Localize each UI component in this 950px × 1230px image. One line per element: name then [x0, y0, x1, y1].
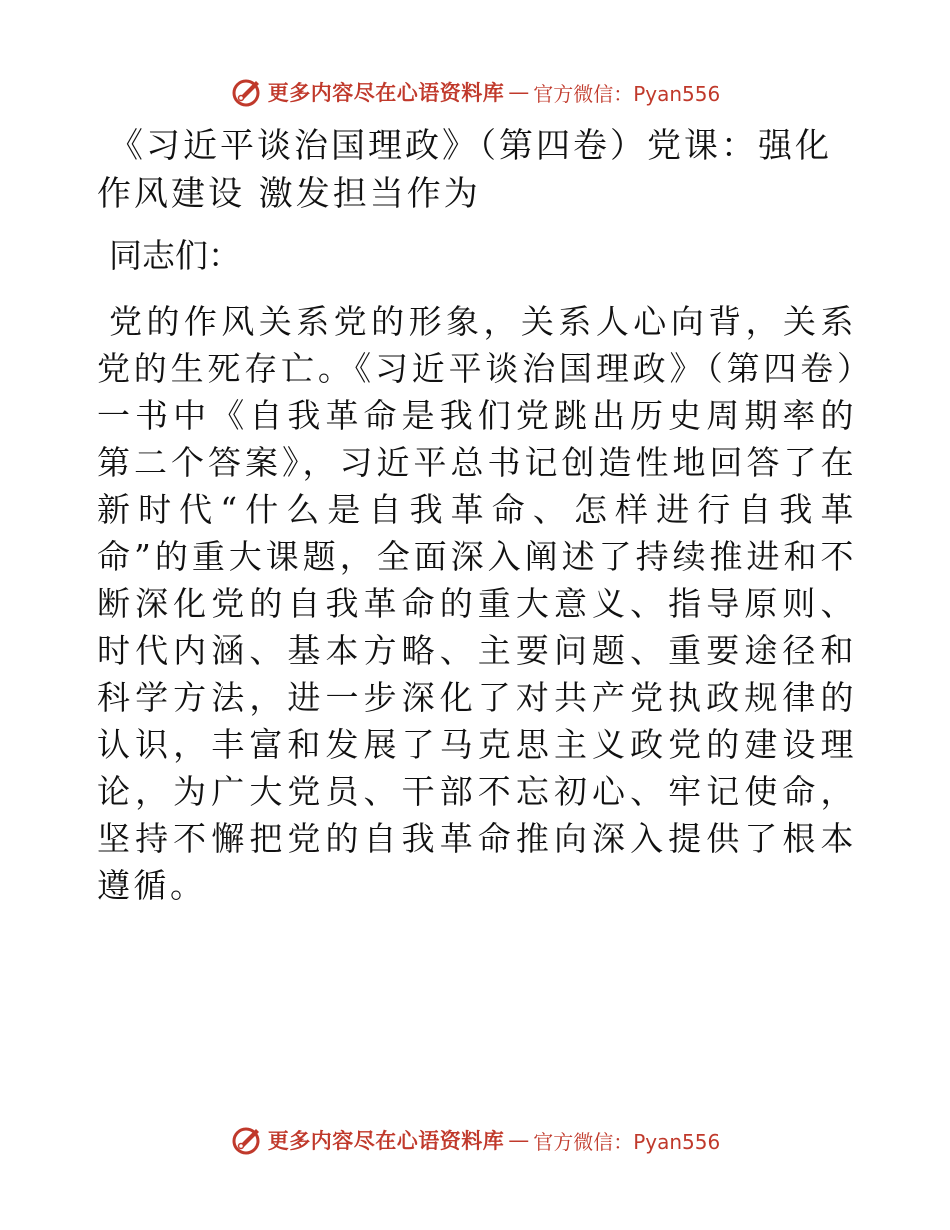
header-banner-separator: — [508, 80, 530, 104]
document-title: 《习近平谈治国理政》（第四卷）党课：强化作风建设 激发担当作为 [97, 126, 832, 214]
footer-banner-contact: 官方微信：Pyan556 [533, 1129, 721, 1154]
header-banner-text: 更多内容尽在心语资料库 [267, 80, 505, 105]
pen-logo-icon [230, 75, 264, 109]
header-banner-contact: 官方微信：Pyan556 [533, 81, 721, 106]
footer-banner-separator: — [508, 1128, 530, 1152]
pen-logo-icon [230, 1123, 264, 1157]
document-body [97, 122, 857, 909]
salutation: 同志们： [109, 236, 241, 275]
footer-banner [0, 1118, 950, 1162]
footer-banner-text: 更多内容尽在心语资料库 [267, 1128, 505, 1153]
header-banner [0, 70, 950, 114]
body-paragraph: 党的作风关系党的形象，关系人心向背，关系党的生死存亡。《习近平谈治国理政》（第四卷）一书中《自我革命是我们党跳出历史周期率的第二个答案》，习近平总书记创造性地回答了在新时代“什么是自我革命、怎样进行自我革命”的重大课题，全面深入阐述了持续推进和不断深化党的自我革命的重大意义、指导原则、时代内涵、基本方略、主要问题、重要途径和科学方法，进一步深化了对共产党执政规律的认识，丰富和发展了马克思主义政党的建设理论，为广大党员、干部不忘初心、牢记使命，坚持不懈把党的自我革命推向深入提供了根本遵循。 [97, 302, 857, 905]
